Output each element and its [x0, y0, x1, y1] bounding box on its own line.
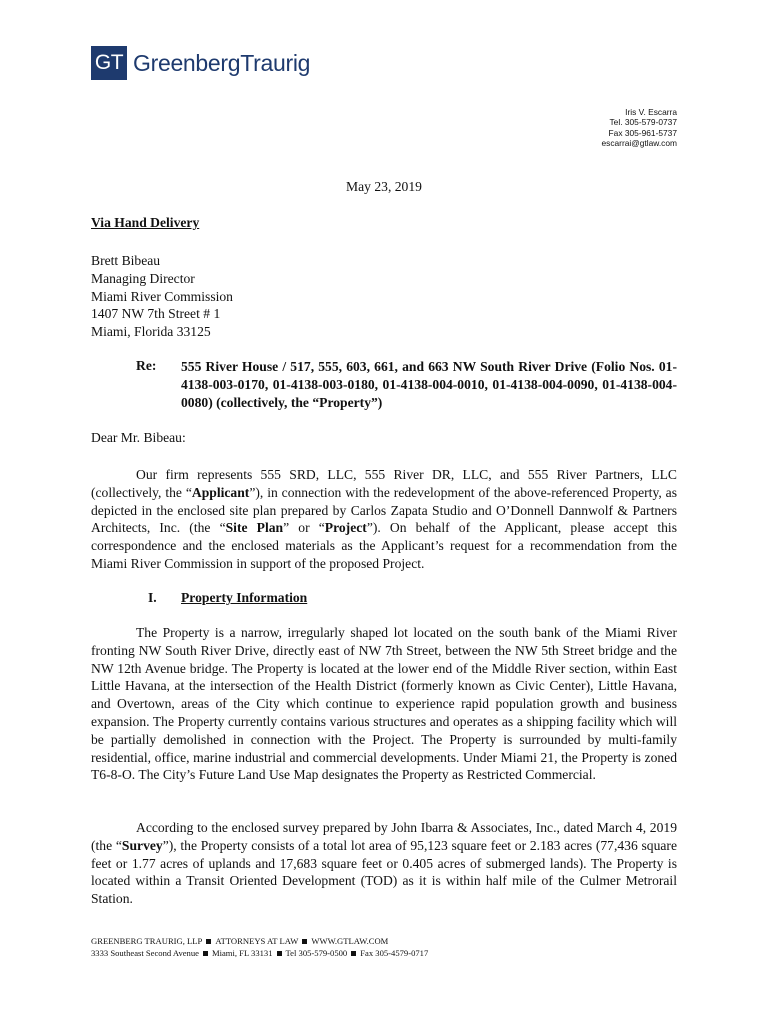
square-bullet-icon [203, 951, 208, 956]
footer-tel: Tel 305-579-0500 [285, 948, 348, 958]
footer-line-1 [91, 935, 428, 947]
footer-tagline: ATTORNEYS AT LAW [215, 936, 299, 946]
sender-contact-block [601, 107, 677, 149]
sender-tel: Tel. 305-579-0737 [609, 117, 677, 128]
logo-wordmark: GreenbergTraurig [133, 49, 311, 76]
para3-text-1: According to the enclosed survey prepared by John Ibarra & Associates, Inc., dated March 4, 2019 (the “ [91, 820, 677, 853]
para1-term-applicant: Applicant [191, 484, 250, 500]
footer-firm: GREENBERG TRAURIG, LLP [91, 936, 203, 946]
square-bullet-icon [302, 939, 307, 944]
para1-text-3: ” or “ [283, 520, 325, 536]
para1-text-1: Our firm represents 555 SRD, LLC, 555 River DR, LLC, and 555 River Partners, LLC (collectively, the “ [91, 467, 677, 500]
section-title: Property Information [181, 590, 308, 605]
footer-line-2 [91, 947, 428, 959]
para3-text-2: ”), the Property consists of a total lot area of 95,123 square feet or 2.183 acres (77,436 square feet or 1.77 acres of uplands and 17,683 square feet or 0.405 acres of submerged lands). The Property is located within a Transit Oriented Development (TOD) as it is within half mile of the Culmer Metrorail Station. [91, 837, 677, 907]
letterhead-footer [91, 935, 428, 959]
sender-fax: Fax 305-961-5737 [608, 127, 677, 138]
recipient-address [91, 252, 233, 341]
recipient-city: Miami, Florida 33125 [91, 324, 211, 340]
intro-paragraph [91, 466, 677, 573]
logo-mark: GT [91, 46, 127, 80]
footer-fax: Fax 305-4579-0717 [360, 948, 429, 958]
re-label: Re: [136, 358, 157, 373]
square-bullet-icon [206, 939, 211, 944]
survey-paragraph [91, 819, 677, 908]
para1-term-project: Project [324, 520, 367, 536]
recipient-org: Miami River Commission [91, 288, 233, 304]
recipient-street: 1407 NW 7th Street # 1 [91, 306, 221, 322]
para3-term-survey: Survey [121, 837, 163, 853]
footer-website: WWW.GTLAW.COM [311, 936, 389, 946]
salutation: Dear Mr. Bibeau: [91, 430, 186, 445]
para1-term-site-plan: Site Plan [225, 520, 284, 536]
re-subject: 555 River House / 517, 555, 603, 661, and 663 NW South River Drive (Folio Nos. 01-4138-003-0170, 01-4138-003-0180, 01-4138-004-0010, 01-4138-004-0090, 01-4138-004-0080) (collectively, the “Property”) [181, 359, 677, 410]
para1-text-4: ”). On behalf of the Applicant, please accept this correspondence and the enclosed materials as the Applicant’s request for a recommendation from the Miami River Commission in support of the proposed Project. [91, 520, 677, 571]
property-description-paragraph: The Property is a narrow, irregularly shaped lot located on the south bank of the Miami River fronting NW South River Drive, directly east of NW 7th Street, between the NW 5th Street bridge and the NW 12th Avenue bridge. The Property is located at the lower end of the Middle River section, within East Little Havana, at the intersection of the Health District (formerly known as Civic Center), Little Havana, and Overtown, areas of the City which continue to experience rapid population growth and business expansion. The Property currently contains various structures and operates as a shipping facility which will be partially demolished in connection with the Project. The Property is surrounded by multi-family residential, office, marine industrial and commercial developments. Under Miami 21, the Property is zoned T6-8-O. The City’s Future Land Use Map designates the Property as Restricted Commercial. [91, 625, 677, 783]
delivery-method: Via Hand Delivery [91, 215, 200, 230]
letter-date: May 23, 2019 [346, 179, 422, 194]
greenberg-traurig-logo [91, 46, 310, 80]
square-bullet-icon [351, 951, 356, 956]
recipient-title: Managing Director [91, 270, 195, 286]
para1-text-2: ”), in connection with the redevelopment of the above-referenced Property, as depicted in the enclosed site plan prepared by Carlos Zapata Studio and O’Donnell Dannwolf & Partners Architects, Inc. (the “ [91, 484, 677, 536]
sender-name: Iris V. Escarra [625, 107, 677, 117]
square-bullet-icon [277, 951, 282, 956]
footer-street: 3333 Southeast Second Avenue [91, 948, 199, 958]
recipient-name: Brett Bibeau [91, 253, 161, 268]
footer-city: Miami, FL 33131 [211, 948, 273, 958]
section-number: I. [148, 590, 157, 605]
sender-email: escarrai@gtlaw.com [601, 138, 677, 149]
